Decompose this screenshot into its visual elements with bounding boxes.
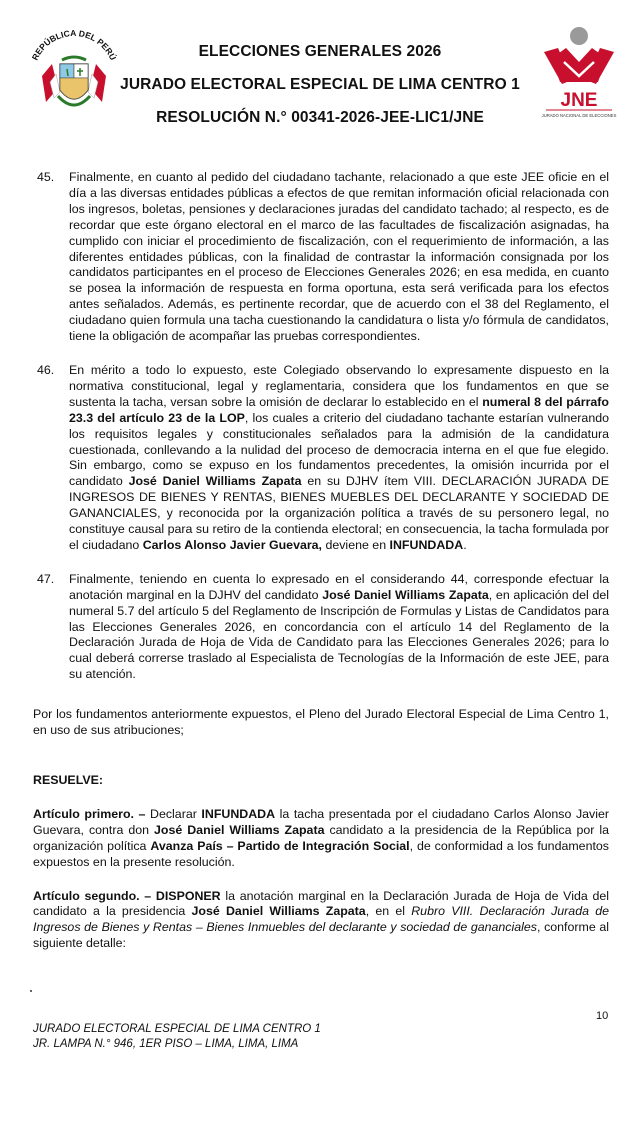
jne-logo-subtext: JURADO NACIONAL DE ELECCIONES <box>541 113 617 118</box>
document-footer <box>33 1022 321 1052</box>
crest-caption: REPÚBLICA DEL PERÚ <box>29 27 119 62</box>
footer-address: JR. LAMPA N.° 946, 1ER PISO – LIMA, LIMA, LIMA <box>33 1038 299 1050</box>
paragraph-number: 45. <box>37 170 55 184</box>
page-number: 10 <box>596 1010 609 1022</box>
header-title-elections: ELECCIONES GENERALES 2026 <box>198 43 442 60</box>
resuelve-heading: RESUELVE: <box>33 773 103 787</box>
paragraph-45 <box>33 170 609 345</box>
paragraph-text: Finalmente, en cuanto al pedido del ciudadano tachante, relacionado a que este JEE oficie en el día a las diversas entidades públicas a efectos de que remitan información oficial relacionada con los ingresos, boletas, pensiones y declaraciones juradas del candidato tachado; al respecto, es de recordar que este órgano electoral en el marco de las facultades de fiscalización asignadas, ha cumplido con iniciar el procedimiento de fiscalización, con el requerimiento de información, a las diferentes entidades públicas, con la finalidad de contrastar la información consignada por los candidatos participantes en el proceso de Elecciones Generales 2026; en esa medida, en cuanto se posea la información de respuesta en forma oportuna, esta será verificada para los efectos antes señalados. Además, es pertinente recordar, que de acuerdo con el 38 del Reglamento, el ciudadano quien formula una tacha cuestionando la candidatura o lista y/o fórmula de candidatos, tiene la obligación de acompañar las pruebas correspondientes. <box>69 170 609 344</box>
jne-logo-text: JNE <box>560 90 598 111</box>
paragraph-text: En mérito a todo lo expuesto, este Colegiado observando lo expresamente dispuesto en la normativa constitucional, legal y reglamentaria, considera que los fundamentos en que se sustenta la tacha, versan sobre la omisión de declarar lo establecido en el numeral 8 del párrafo 23.3 del artículo 23 de la LOP, los cuales a criterio del ciudadano tachante estarían vulnerando los requisitos legales y constitucionales señalados para la admisión de la candidatura cuestionada, conllevando a la nulidad del proceso de democracia interna en el que fue elegido. Sin embargo, como se expuso en los fundamentos precedentes, la omisión incurrida por el candidato José Daniel Williams Zapata en su DJHV ítem VIII. DECLARACIÓN JURADA DE INGRESOS DE BIENES Y RENTAS, BIENES MUEBLES DEL DECLARANTE Y SOCIEDAD DE GANANCIALES, y reconocida por la organización política a través de su personero legal, no constituye causal para su retiro de la contienda electoral; en consecuencia, la tacha formulada por el ciudadano Carlos Alonso Javier Guevara, deviene en INFUNDADA. <box>69 362 609 552</box>
resolution-intro: Por los fundamentos anteriormente expuestos, el Pleno del Jurado Electoral Especial de Lima Centro 1, en uso de sus atribuciones; <box>33 707 609 738</box>
footer-institution: JURADO ELECTORAL ESPECIAL DE LIMA CENTRO 1 <box>33 1023 321 1035</box>
resolution-number: RESOLUCIÓN N.° 00341-2026-JEE-LIC1/JNE <box>156 109 484 126</box>
paragraph-47 <box>33 572 609 683</box>
resolution-body <box>33 170 609 970</box>
paragraph-number: 47. <box>37 571 55 586</box>
paragraph-46 <box>33 363 609 554</box>
article-first: Artículo primero. – Declarar INFUNDADA la tacha presentada por el ciudadano Carlos Alonso Javier Guevara, contra don José Daniel Williams Zapata candidato a la presidencia de la República por la organización política Avanza País – Partido de Integración Social, de conformidad a los fundamentos expuestos en la presente resolución. <box>33 806 609 869</box>
paragraph-number: 46. <box>37 362 55 377</box>
document-header <box>0 0 640 150</box>
scan-dot <box>30 990 32 992</box>
article-second: Artículo segundo. – DISPONER la anotación marginal en la Declaración Jurada de Hoja de Vida del candidato a la presidencia José Daniel Williams Zapata, en el Rubro VIII. Declaración Jurada de Ingresos de Bienes y Rentas – Bienes Inmuebles del declarante y sociedad de gananciales, conforme al siguiente detalle: <box>33 888 609 951</box>
jne-logo-icon <box>536 22 622 122</box>
header-title-jurado: JURADO ELECTORAL ESPECIAL DE LIMA CENTRO 1 <box>120 76 520 93</box>
paragraph-text: Finalmente, teniendo en cuenta lo expresado en el considerando 44, corresponde efectuar la anotación marginal en la DJHV del candidato José Daniel Williams Zapata, en aplicación del del numeral 5.7 del artículo 5 del Reglamento de Inscripción de Formulas y Listas de Candidatos para las Elecciones Generales 2026, en concordancia con el artículo 14 del Reglamento de la Declaración Jurada de Hoja de Vida de Candidato para las Elecciones Generales 2026; para lo cual deberá correrse traslado al Especialista de Tecnologías de la Información de este JEE, para su atención. <box>69 571 609 682</box>
